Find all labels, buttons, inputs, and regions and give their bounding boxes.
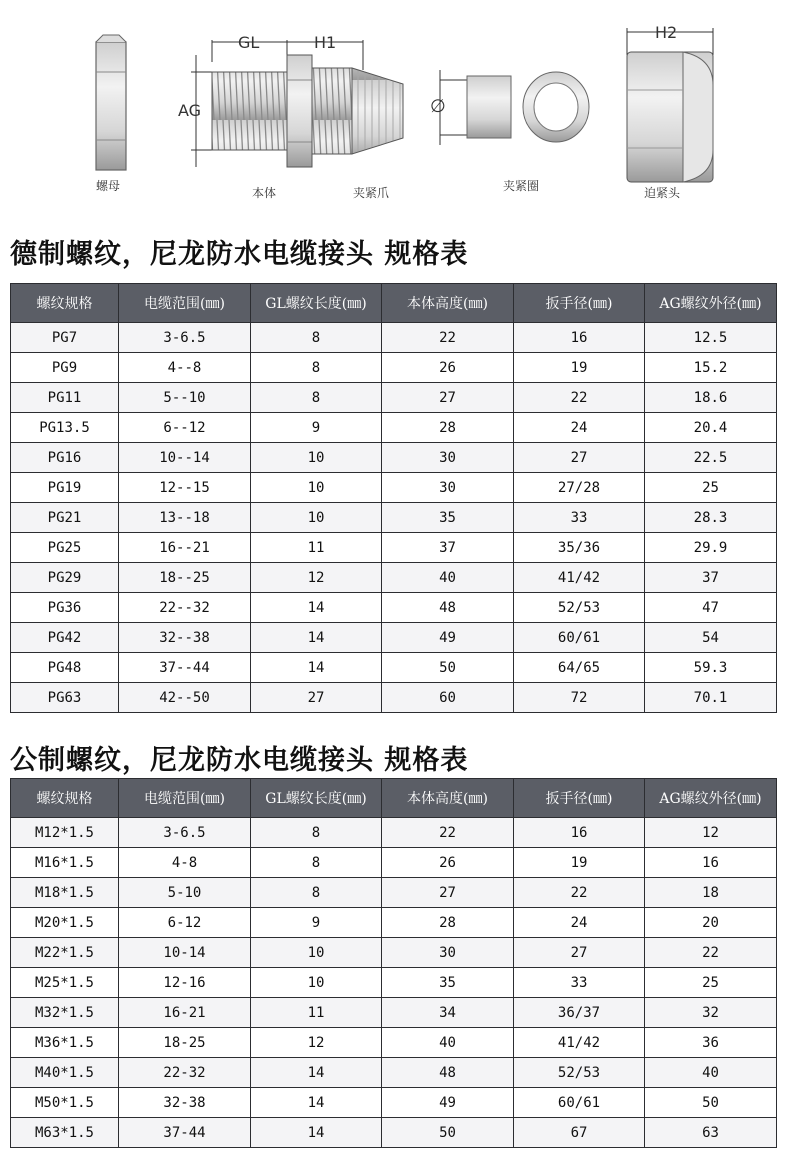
table-cell: 18.6: [645, 383, 777, 413]
column-header: 螺纹规格: [11, 284, 119, 323]
table-cell: 54: [645, 623, 777, 653]
table-cell: 10: [251, 443, 382, 473]
table-row: [11, 413, 777, 443]
table-cell: 50: [382, 653, 514, 683]
table-cell: PG13.5: [11, 413, 119, 443]
table-cell: 35: [382, 968, 514, 998]
table-cell: 24: [514, 413, 645, 443]
table-cell: M18*1.5: [11, 878, 119, 908]
table-cell: 22: [514, 878, 645, 908]
table-row: [11, 878, 777, 908]
table-cell: 16--21: [119, 533, 251, 563]
table-cell: 60/61: [514, 623, 645, 653]
table-cell: 27: [382, 383, 514, 413]
table-cell: 48: [382, 593, 514, 623]
column-header: 电缆范围(㎜): [119, 284, 251, 323]
ag-label: AG: [178, 101, 202, 120]
table-row: [11, 1088, 777, 1118]
table-cell: PG36: [11, 593, 119, 623]
table-cell: 11: [251, 998, 382, 1028]
table-cell: 30: [382, 938, 514, 968]
table-cell: 32-38: [119, 1088, 251, 1118]
table-cell: 22: [382, 323, 514, 353]
table-cell: 49: [382, 623, 514, 653]
table-cell: PG19: [11, 473, 119, 503]
column-header: AG螺纹外径(㎜): [645, 284, 777, 323]
column-header: GL螺纹长度(㎜): [251, 284, 382, 323]
table-cell: 14: [251, 1058, 382, 1088]
table-cell: 50: [382, 1118, 514, 1148]
table-cell: 64/65: [514, 653, 645, 683]
table-cell: 60/61: [514, 1088, 645, 1118]
table-cell: 8: [251, 878, 382, 908]
cap-part: [627, 52, 713, 182]
table-cell: 67: [514, 1118, 645, 1148]
german-table-title: 德制螺纹，尼龙防水电缆接头 规格表: [10, 239, 469, 270]
table-cell: M63*1.5: [11, 1118, 119, 1148]
table-row: [11, 443, 777, 473]
table-cell: 5-10: [119, 878, 251, 908]
table-header-row: [11, 779, 777, 818]
table-cell: 3-6.5: [119, 323, 251, 353]
table-cell: 14: [251, 1118, 382, 1148]
table-cell: 33: [514, 503, 645, 533]
table-cell: 12: [251, 1028, 382, 1058]
table-cell: 50: [645, 1088, 777, 1118]
table-cell: 11: [251, 533, 382, 563]
table-cell: PG48: [11, 653, 119, 683]
table-cell: 18-25: [119, 1028, 251, 1058]
table-cell: 22: [645, 938, 777, 968]
table-cell: 8: [251, 323, 382, 353]
table-cell: 60: [382, 683, 514, 713]
table-cell: 10: [251, 503, 382, 533]
table-cell: 16: [645, 848, 777, 878]
h1-label: H1: [314, 33, 337, 52]
nut-part: [96, 35, 126, 170]
table-cell: 15.2: [645, 353, 777, 383]
table-cell: 28: [382, 908, 514, 938]
table-row: [11, 818, 777, 848]
table-cell: 47: [645, 593, 777, 623]
table-row: [11, 533, 777, 563]
table-cell: PG9: [11, 353, 119, 383]
table-cell: 8: [251, 383, 382, 413]
metric-table-title: 公制螺纹，尼龙防水电缆接头 规格表: [10, 745, 469, 776]
table-cell: PG63: [11, 683, 119, 713]
table-cell: 37: [645, 563, 777, 593]
ring-part: [467, 72, 589, 142]
diameter-label: ∅: [430, 96, 446, 117]
table-row: [11, 593, 777, 623]
table-cell: 19: [514, 848, 645, 878]
table-cell: 19: [514, 353, 645, 383]
table-cell: 48: [382, 1058, 514, 1088]
table-row: [11, 503, 777, 533]
table-cell: 32--38: [119, 623, 251, 653]
nut-label: 螺母: [96, 179, 121, 193]
table-cell: 12: [645, 818, 777, 848]
table-cell: 34: [382, 998, 514, 1028]
table-cell: 8: [251, 818, 382, 848]
table-cell: 52/53: [514, 1058, 645, 1088]
column-header: 本体高度(㎜): [382, 779, 514, 818]
table-cell: PG29: [11, 563, 119, 593]
table-row: [11, 938, 777, 968]
table-cell: M36*1.5: [11, 1028, 119, 1058]
table-cell: 6--12: [119, 413, 251, 443]
table-cell: 14: [251, 623, 382, 653]
table-cell: 41/42: [514, 563, 645, 593]
table-row: [11, 653, 777, 683]
table-cell: 33: [514, 968, 645, 998]
table-cell: 9: [251, 413, 382, 443]
table-cell: M22*1.5: [11, 938, 119, 968]
table-row: [11, 998, 777, 1028]
table-cell: M32*1.5: [11, 998, 119, 1028]
cap-label: 迫紧头: [644, 186, 681, 200]
table-cell: 37: [382, 533, 514, 563]
column-header: 电缆范围(㎜): [119, 779, 251, 818]
table-row: [11, 323, 777, 353]
table-cell: 37-44: [119, 1118, 251, 1148]
table-row: [11, 1028, 777, 1058]
table-cell: 25: [645, 473, 777, 503]
table-cell: 20: [645, 908, 777, 938]
table-cell: 4-8: [119, 848, 251, 878]
table-cell: M12*1.5: [11, 818, 119, 848]
table-cell: M25*1.5: [11, 968, 119, 998]
table-cell: 3-6.5: [119, 818, 251, 848]
table-cell: M20*1.5: [11, 908, 119, 938]
table-cell: 20.4: [645, 413, 777, 443]
table-cell: 52/53: [514, 593, 645, 623]
table-cell: M40*1.5: [11, 1058, 119, 1088]
body-label: 本体: [252, 186, 277, 200]
table-cell: 4--8: [119, 353, 251, 383]
table-cell: 10: [251, 968, 382, 998]
table-cell: 27: [514, 938, 645, 968]
table-cell: 27: [382, 878, 514, 908]
table-row: [11, 683, 777, 713]
table-cell: 10: [251, 938, 382, 968]
gl-label: GL: [238, 33, 260, 52]
table-cell: 32: [645, 998, 777, 1028]
table-cell: 12-16: [119, 968, 251, 998]
table-cell: 36: [645, 1028, 777, 1058]
ring-label: 夹紧圈: [503, 179, 540, 193]
table-cell: PG25: [11, 533, 119, 563]
table-row: [11, 968, 777, 998]
table-cell: 29.9: [645, 533, 777, 563]
table-cell: 30: [382, 443, 514, 473]
table-cell: PG21: [11, 503, 119, 533]
table-cell: 12.5: [645, 323, 777, 353]
table-cell: 40: [645, 1058, 777, 1088]
table-cell: 13--18: [119, 503, 251, 533]
table-cell: 25: [645, 968, 777, 998]
table-cell: 40: [382, 563, 514, 593]
table-row: [11, 383, 777, 413]
h2-label: H2: [655, 23, 678, 42]
table-cell: M50*1.5: [11, 1088, 119, 1118]
metric-spec-table: [10, 778, 777, 1148]
table-cell: 18--25: [119, 563, 251, 593]
table-row: [11, 848, 777, 878]
table-cell: 22.5: [645, 443, 777, 473]
table-cell: 27: [514, 443, 645, 473]
table-cell: 10: [251, 473, 382, 503]
table-cell: 70.1: [645, 683, 777, 713]
table-cell: 30: [382, 473, 514, 503]
table-cell: 27/28: [514, 473, 645, 503]
table-cell: 28.3: [645, 503, 777, 533]
column-header: GL螺纹长度(㎜): [251, 779, 382, 818]
table-row: [11, 473, 777, 503]
column-header: AG螺纹外径(㎜): [645, 779, 777, 818]
table-row: [11, 353, 777, 383]
table-cell: PG7: [11, 323, 119, 353]
table-cell: 6-12: [119, 908, 251, 938]
table-cell: 12: [251, 563, 382, 593]
table-cell: 35/36: [514, 533, 645, 563]
table-cell: 10-14: [119, 938, 251, 968]
table-cell: 22: [514, 383, 645, 413]
table-cell: 8: [251, 848, 382, 878]
table-cell: 22-32: [119, 1058, 251, 1088]
table-cell: 14: [251, 1088, 382, 1118]
table-cell: 14: [251, 653, 382, 683]
table-cell: 18: [645, 878, 777, 908]
table-cell: 59.3: [645, 653, 777, 683]
table-cell: 24: [514, 908, 645, 938]
table-cell: 26: [382, 353, 514, 383]
table-cell: M16*1.5: [11, 848, 119, 878]
table-cell: 16: [514, 818, 645, 848]
table-cell: 63: [645, 1118, 777, 1148]
table-row: [11, 623, 777, 653]
table-cell: 22--32: [119, 593, 251, 623]
table-row: [11, 563, 777, 593]
table-cell: 42--50: [119, 683, 251, 713]
table-cell: 10--14: [119, 443, 251, 473]
table-cell: PG11: [11, 383, 119, 413]
table-cell: PG16: [11, 443, 119, 473]
table-cell: 8: [251, 353, 382, 383]
german-spec-table: [10, 283, 777, 713]
table-cell: 41/42: [514, 1028, 645, 1058]
component-diagram: [0, 0, 790, 215]
column-header: 扳手径(㎜): [514, 779, 645, 818]
table-cell: 14: [251, 593, 382, 623]
table-cell: 49: [382, 1088, 514, 1118]
table-cell: PG42: [11, 623, 119, 653]
column-header: 本体高度(㎜): [382, 284, 514, 323]
table-row: [11, 1118, 777, 1148]
table-cell: 22: [382, 818, 514, 848]
body-part: [212, 55, 403, 167]
table-cell: 72: [514, 683, 645, 713]
table-cell: 35: [382, 503, 514, 533]
table-cell: 12--15: [119, 473, 251, 503]
column-header: 螺纹规格: [11, 779, 119, 818]
table-cell: 40: [382, 1028, 514, 1058]
table-cell: 28: [382, 413, 514, 443]
table-cell: 26: [382, 848, 514, 878]
table-cell: 37--44: [119, 653, 251, 683]
table-cell: 16: [514, 323, 645, 353]
table-row: [11, 1058, 777, 1088]
table-row: [11, 908, 777, 938]
claw-label: 夹紧爪: [353, 186, 390, 200]
column-header: 扳手径(㎜): [514, 284, 645, 323]
table-cell: 27: [251, 683, 382, 713]
table-cell: 16-21: [119, 998, 251, 1028]
table-cell: 5--10: [119, 383, 251, 413]
table-header-row: [11, 284, 777, 323]
table-cell: 36/37: [514, 998, 645, 1028]
table-cell: 9: [251, 908, 382, 938]
